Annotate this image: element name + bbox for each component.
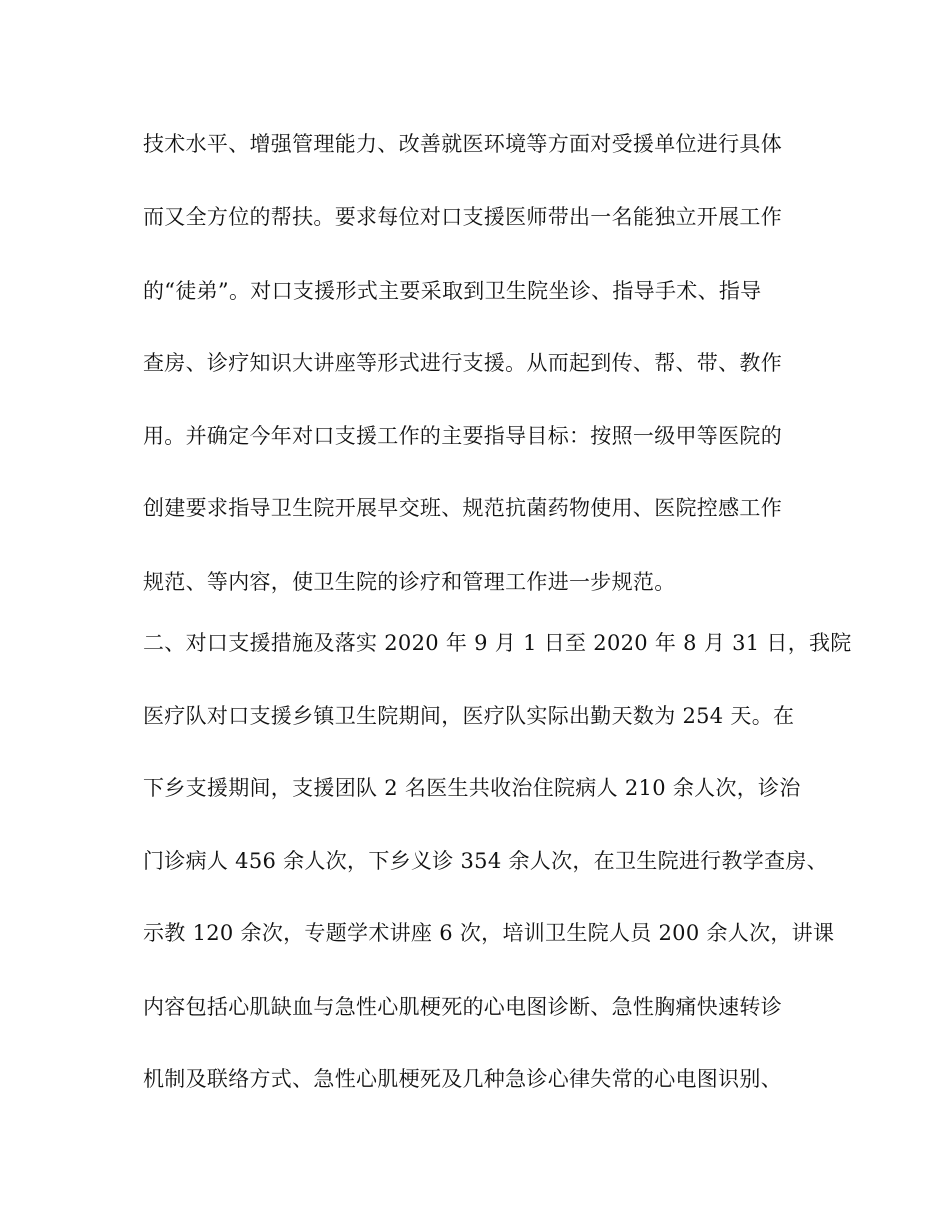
text-line-10: 下乡支援期间，支援团队 2 名医生共收治住院病人 210 余人次，诊治 [143,776,801,800]
text-line-4: 查房、诊疗知识大讲座等形式进行支援。从而起到传、帮、带、教作 [143,351,782,375]
text-line-3: 的“徒弟”。对口支援形式主要采取到卫生院坐诊、指导手术、指导 [143,279,762,303]
text-line-9: 医疗队对口支援乡镇卫生院期间，医疗队实际出勤天数为 254 天。在 [143,704,795,728]
text-line-14: 机制及联络方式、急性心肌梗死及几种急诊心律失常的心电图识别、 [143,1067,782,1091]
text-line-13: 内容包括心肌缺血与急性心肌梗死的心电图诊断、急性胸痛快速转诊 [143,995,782,1019]
text-line-1: 技术水平、增强管理能力、改善就医环境等方面对受援单位进行具体 [143,132,782,156]
text-line-11: 门诊病人 456 余人次，下乡义诊 354 余人次，在卫生院进行教学查房、 [143,849,828,873]
text-line-7: 规范、等内容，使卫生院的诊疗和管理工作进一步规范。 [143,570,676,594]
section-heading-line: 二、对口支援措施及落实 2020 年 9 月 1 日至 2020 年 8 月 31 日，我院 [143,631,852,655]
text-line-6: 创建要求指导卫生院开展早交班、规范抗菌药物使用、医院控感工作 [143,496,782,520]
text-line-2: 而又全方位的帮扶。要求每位对口支援医师带出一名能独立开展工作 [143,205,782,229]
text-line-5: 用。并确定今年对口支援工作的主要指导目标：按照一级甲等医院的 [143,424,782,448]
text-line-12: 示教 120 余次，专题学术讲座 6 次，培训卫生院人员 200 余人次，讲课 [143,921,835,945]
